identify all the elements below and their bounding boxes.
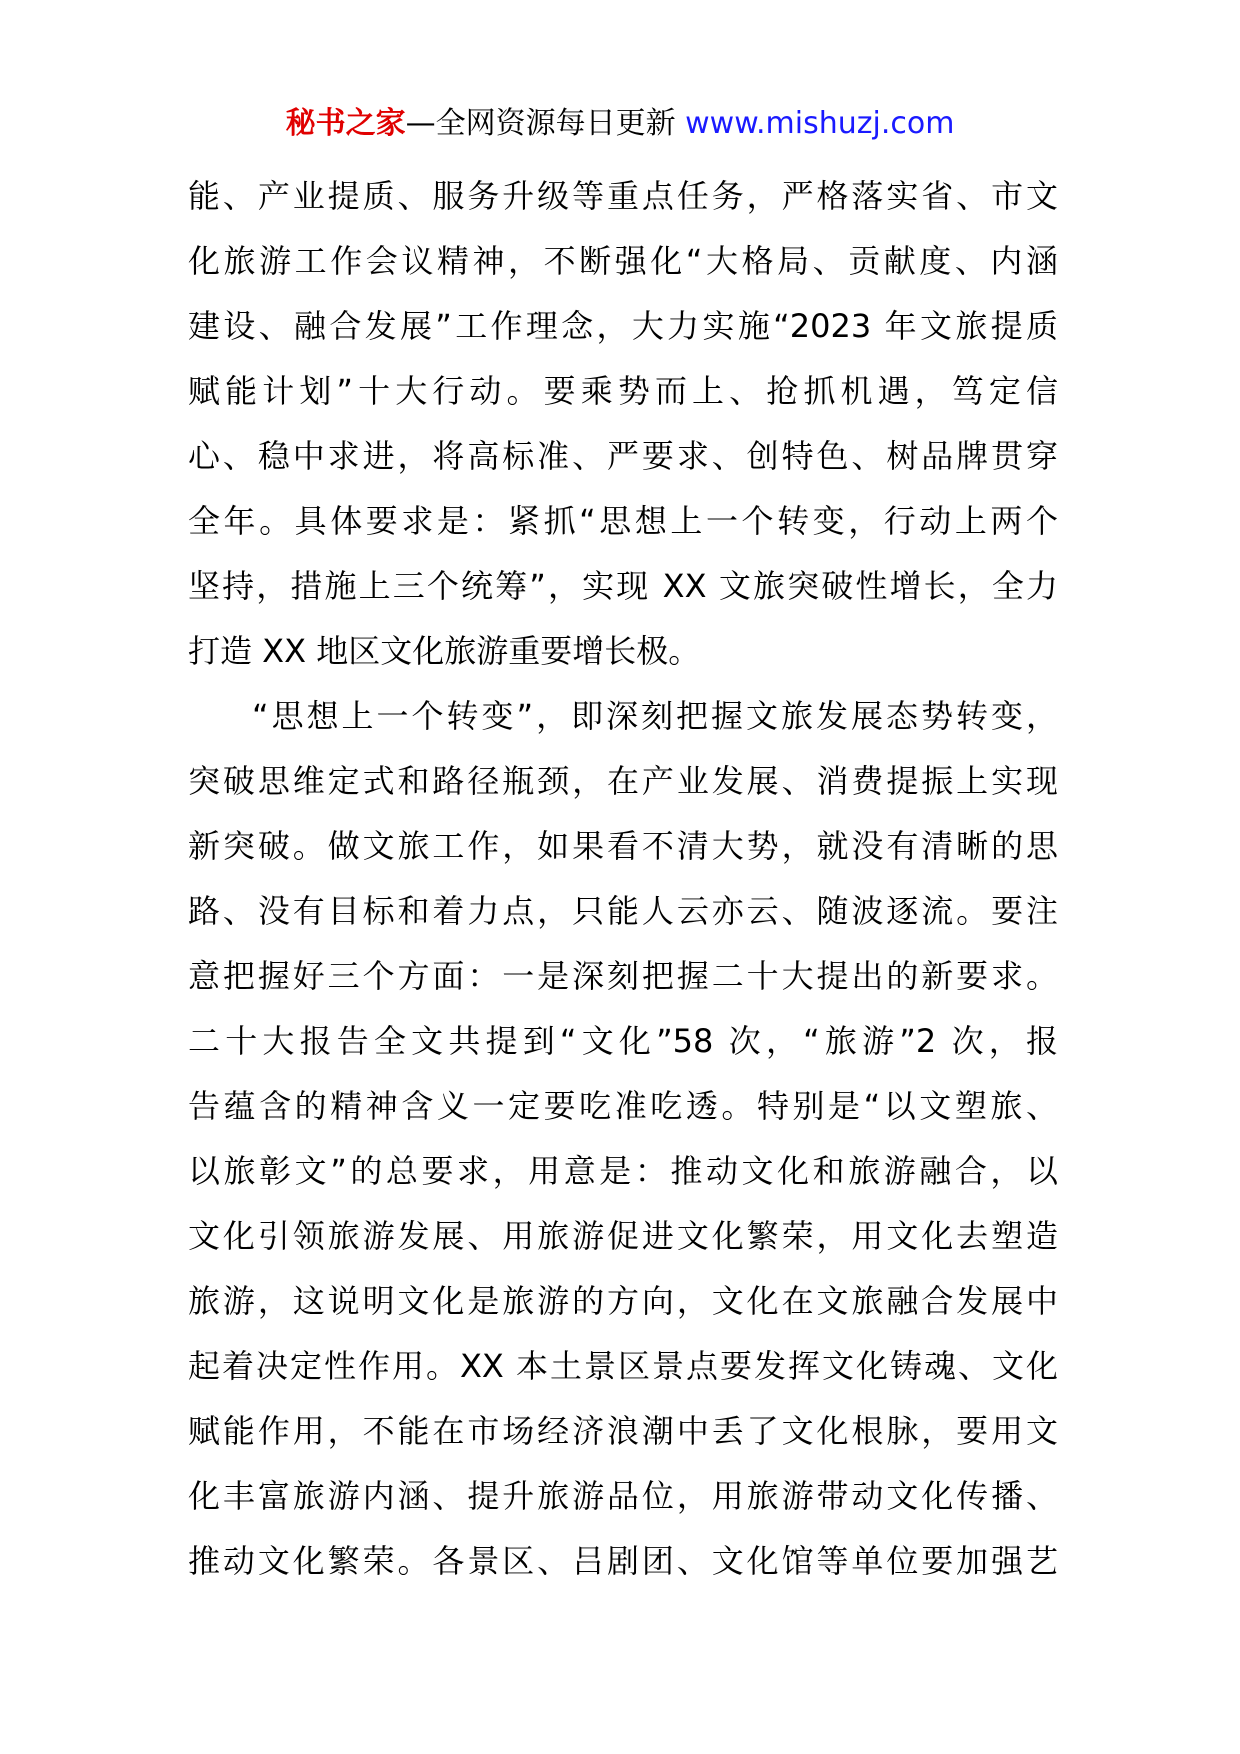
text-line: 路、没有目标和着力点，只能人云亦云、随波逐流。要注 (188, 892, 1058, 930)
text-line: 以旅彰文”的总要求，用意是：推动文化和旅游融合，以 (188, 1152, 1058, 1190)
text-line: 二十大报告全文共提到“文化”58 次，“旅游”2 次，报 (188, 1022, 1058, 1060)
brand-name: 秘书之家 (285, 106, 406, 141)
text-line: 化丰富旅游内涵、提升旅游品位，用旅游带动文化传播、 (188, 1477, 1058, 1515)
text-line: 旅游，这说明文化是旅游的方向，文化在文旅融合发展中 (188, 1282, 1058, 1320)
text-line: 告蕴含的精神含义一定要吃准吃透。特别是“以文塑旅、 (188, 1087, 1058, 1125)
text-line: 赋能作用，不能在市场经济浪潮中丢了文化根脉，要用文 (188, 1412, 1058, 1450)
document-body (188, 164, 1058, 1594)
text-line: 推动文化繁荣。各景区、吕剧团、文化馆等单位要加强艺 (188, 1542, 1058, 1580)
text-line: 全年。具体要求是：紧抓“思想上一个转变，行动上两个 (188, 502, 1058, 540)
text-line: 化旅游工作会议精神，不断强化“大格局、贡献度、内涵 (188, 242, 1058, 280)
text-line: 文化引领旅游发展、用旅游促进文化繁荣，用文化去塑造 (188, 1217, 1058, 1255)
text-line: 坚持，措施上三个统筹”，实现 XX 文旅突破性增长，全力 (188, 567, 1058, 605)
paragraph-end-line: 打造 XX 地区文化旅游重要增长极。 (188, 632, 701, 670)
text-line: 心、稳中求进，将高标准、严要求、创特色、树品牌贯穿 (188, 437, 1058, 475)
site-url-link[interactable]: www.mishuzj.com (685, 106, 955, 141)
paragraph-start-line: “思想上一个转变”，即深刻把握文旅发展态势转变， (252, 697, 1058, 735)
text-line: 新突破。做文旅工作，如果看不清大势，就没有清晰的思 (188, 827, 1058, 865)
text-line: 建设、融合发展”工作理念，大力实施“2023 年文旅提质 (188, 307, 1058, 345)
watermark-header (0, 100, 1240, 148)
text-line: 赋能计划”十大行动。要乘势而上、抢抓机遇，笃定信 (188, 372, 1058, 410)
header-tagline: —全网资源每日更新 (405, 106, 686, 141)
text-line: 突破思维定式和路径瓶颈，在产业发展、消费提振上实现 (188, 762, 1058, 800)
text-line: 能、产业提质、服务升级等重点任务，严格落实省、市文 (188, 177, 1058, 215)
text-line: 起着决定性作用。XX 本土景区景点要发挥文化铸魂、文化 (188, 1347, 1058, 1385)
text-line: 意把握好三个方面：一是深刻把握二十大提出的新要求。 (188, 957, 1058, 995)
